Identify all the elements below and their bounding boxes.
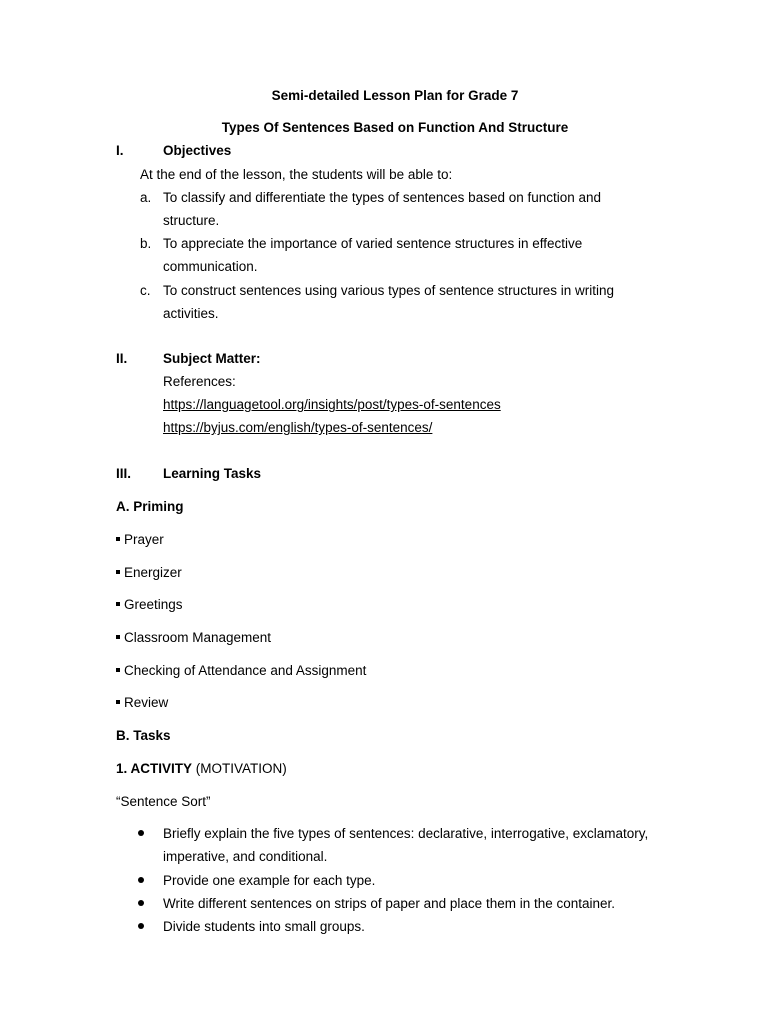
square-bullet-icon bbox=[116, 537, 120, 541]
square-bullet-icon bbox=[116, 668, 120, 672]
references-label: References: bbox=[163, 374, 236, 389]
section-heading-learning-tasks: Learning Tasks bbox=[163, 466, 262, 481]
bullet-icon bbox=[138, 830, 144, 836]
activity-heading: 1. ACTIVITY (MOTIVATION) bbox=[116, 761, 287, 776]
objective-text-cont: structure. bbox=[163, 213, 220, 228]
bullet-icon bbox=[138, 877, 144, 883]
reference-link-byjus[interactable]: https://byjus.com/english/types-of-sentences/ bbox=[163, 420, 433, 435]
objective-text: To construct sentences using various types of sentence structures in writing bbox=[163, 283, 614, 298]
activity-step: Write different sentences on strips of paper and place them in the container. bbox=[163, 896, 616, 911]
priming-heading: A. Priming bbox=[116, 499, 184, 514]
objective-text: To appreciate the importance of varied sentence structures in effective bbox=[163, 236, 583, 251]
section-heading-objectives: Objectives bbox=[163, 143, 232, 158]
activity-step-cont: imperative, and conditional. bbox=[163, 849, 328, 864]
document-title: Semi-detailed Lesson Plan for Grade 7 bbox=[271, 88, 519, 103]
priming-item: Review bbox=[116, 695, 168, 711]
priming-item: Classroom Management bbox=[116, 630, 271, 646]
priming-item: Prayer bbox=[116, 532, 164, 548]
section-numeral-objectives: I. bbox=[116, 143, 124, 158]
objective-text-cont: activities. bbox=[163, 306, 219, 321]
reference-link-languagetool[interactable]: https://languagetool.org/insights/post/types-of-sentences bbox=[163, 397, 501, 412]
bullet-icon bbox=[138, 900, 144, 906]
square-bullet-icon bbox=[116, 602, 120, 606]
square-bullet-icon bbox=[116, 570, 120, 574]
document-subtitle: Types Of Sentences Based on Function And Structure bbox=[221, 120, 569, 135]
objective-marker: c. bbox=[140, 283, 151, 298]
section-heading-subject-matter: Subject Matter: bbox=[163, 351, 261, 366]
activity-step: Divide students into small groups. bbox=[163, 919, 365, 934]
objective-marker: a. bbox=[140, 190, 152, 205]
objective-text: To classify and differentiate the types of sentences based on function and bbox=[163, 190, 602, 205]
activity-title: “Sentence Sort” bbox=[116, 794, 211, 809]
square-bullet-icon bbox=[116, 700, 120, 704]
activity-step: Briefly explain the five types of sentences: declarative, interrogative, exclamatory, bbox=[163, 826, 649, 841]
tasks-heading: B. Tasks bbox=[116, 728, 171, 743]
activity-step: Provide one example for each type. bbox=[163, 873, 376, 888]
priming-item: Energizer bbox=[116, 565, 182, 581]
square-bullet-icon bbox=[116, 635, 120, 639]
section-numeral-subject-matter: II. bbox=[116, 351, 128, 366]
bullet-icon bbox=[138, 923, 144, 929]
objective-text-cont: communication. bbox=[163, 259, 258, 274]
priming-item: Checking of Attendance and Assignment bbox=[116, 663, 366, 679]
objective-marker: b. bbox=[140, 236, 152, 251]
priming-item: Greetings bbox=[116, 597, 183, 613]
section-numeral-learning-tasks: III. bbox=[116, 466, 132, 481]
objectives-intro: At the end of the lesson, the students will be able to: bbox=[140, 167, 453, 182]
